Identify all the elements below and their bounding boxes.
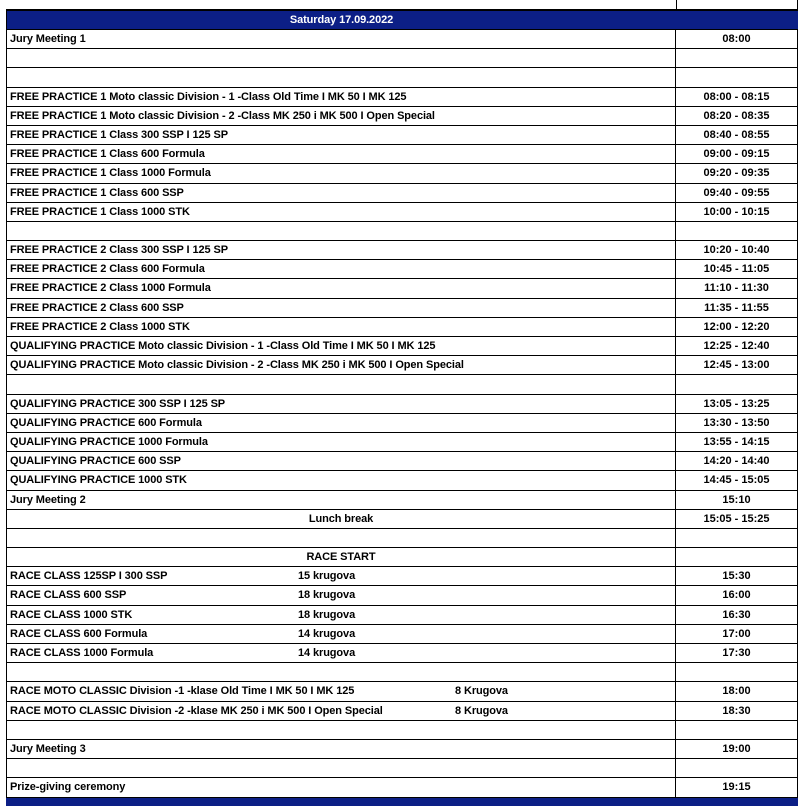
event-label: RACE CLASS 600 Formula	[10, 627, 148, 640]
event-label: RACE CLASS 1000 STK	[10, 608, 133, 621]
event-label: Jury Meeting 1	[10, 33, 86, 45]
event-cell	[6, 721, 676, 739]
section-label: RACE START	[306, 551, 376, 564]
time-cell: 10:00 - 10:15	[676, 203, 798, 221]
event-label: FREE PRACTICE 2 Class 600 SSP	[10, 301, 184, 314]
time-cell	[676, 721, 798, 739]
table-row	[6, 395, 798, 414]
event-label: FREE PRACTICE 2 Class 1000 Formula	[10, 282, 211, 295]
event-label: Jury Meeting 2	[10, 493, 86, 506]
table-row	[6, 49, 798, 68]
event-cell	[6, 740, 676, 758]
event-label: RACE MOTO CLASSIC Division -2 -klase MK 250 i MK 500 I Open Special	[10, 704, 383, 717]
event-cell	[6, 68, 676, 86]
laps-label: 14 krugova	[298, 627, 356, 640]
table-row	[6, 644, 798, 663]
event-cell	[6, 510, 676, 528]
table-row	[6, 126, 798, 145]
event-label: FREE PRACTICE 2 Class 1000 STK	[10, 320, 190, 333]
time-cell	[676, 375, 798, 393]
event-label: FREE PRACTICE 1 Moto classic Division - 2 -Class MK 250 i MK 500 I Open Special	[10, 109, 435, 122]
event-cell	[6, 759, 676, 777]
event-label: RACE CLASS 600 SSP	[10, 589, 127, 602]
event-cell	[6, 529, 676, 547]
event-cell	[6, 260, 676, 278]
table-row	[6, 625, 798, 644]
event-cell	[6, 241, 676, 259]
event-label: QUALIFYING PRACTICE Moto classic Division - 1 -Class Old Time I MK 50 I MK 125	[10, 340, 436, 352]
table-row	[6, 145, 798, 164]
event-label: QUALIFYING PRACTICE 600 Formula	[10, 416, 202, 429]
time-cell: 16:30	[676, 606, 798, 624]
event-label: RACE CLASS 125SP I 300 SSP	[10, 570, 168, 583]
schedule-table	[6, 0, 798, 806]
time-cell	[676, 548, 798, 566]
table-row	[6, 107, 798, 126]
time-cell: 13:05 - 13:25	[676, 395, 798, 413]
table-row	[6, 682, 798, 701]
event-cell	[6, 452, 676, 470]
event-cell	[6, 107, 676, 125]
table-row	[6, 740, 798, 759]
time-cell: 08:40 - 08:55	[676, 126, 798, 144]
event-cell	[6, 356, 676, 374]
table-row	[6, 68, 798, 87]
event-cell	[6, 606, 676, 624]
time-cell: 13:30 - 13:50	[676, 414, 798, 432]
event-label: RACE CLASS 1000 Formula	[10, 647, 154, 659]
time-cell: 14:45 - 15:05	[676, 471, 798, 489]
event-label: FREE PRACTICE 1 Class 1000 STK	[10, 205, 190, 218]
event-cell	[6, 625, 676, 643]
table-row	[6, 414, 798, 433]
table-row	[6, 759, 798, 778]
table-row	[6, 184, 798, 203]
table-row	[6, 337, 798, 356]
event-cell	[6, 567, 676, 585]
time-cell: 14:20 - 14:40	[676, 452, 798, 470]
table-row	[6, 203, 798, 222]
time-cell: 09:40 - 09:55	[676, 184, 798, 202]
table-row	[6, 299, 798, 318]
time-cell	[676, 663, 798, 681]
table-bottom-bar	[6, 798, 798, 806]
event-cell	[6, 222, 676, 240]
event-cell	[6, 164, 676, 182]
time-cell: 11:35 - 11:55	[676, 299, 798, 317]
event-cell	[6, 299, 676, 317]
event-cell	[6, 88, 676, 106]
event-label: FREE PRACTICE 1 Class 600 Formula	[10, 148, 205, 161]
time-cell: 13:55 - 14:15	[676, 433, 798, 451]
time-cell: 15:10	[676, 491, 798, 509]
event-cell	[6, 586, 676, 604]
time-cell: 18:00	[676, 682, 798, 700]
event-cell	[6, 375, 676, 393]
time-cell: 09:20 - 09:35	[676, 164, 798, 182]
table-row	[6, 30, 798, 49]
time-cell: 19:15	[676, 778, 798, 796]
table-row	[6, 702, 798, 721]
event-cell	[6, 203, 676, 221]
event-label: FREE PRACTICE 2 Class 600 Formula	[10, 263, 205, 276]
event-label: QUALIFYING PRACTICE 600 SSP	[10, 455, 181, 468]
event-label: RACE MOTO CLASSIC Division -1 -klase Old Time I MK 50 I MK 125	[10, 685, 355, 698]
time-cell: 10:45 - 11:05	[676, 260, 798, 278]
table-row	[6, 375, 798, 394]
time-cell	[676, 49, 798, 67]
event-label: FREE PRACTICE 1 Class 1000 Formula	[10, 167, 211, 180]
table-top-edge	[6, 0, 798, 10]
event-cell	[6, 337, 676, 355]
event-cell	[6, 414, 676, 432]
time-cell: 15:05 - 15:25	[676, 510, 798, 528]
table-row	[6, 318, 798, 337]
time-cell: 12:25 - 12:40	[676, 337, 798, 355]
event-cell	[6, 126, 676, 144]
day-header-cell	[6, 11, 676, 29]
event-cell	[6, 491, 676, 509]
table-row	[6, 548, 798, 567]
table-row	[6, 260, 798, 279]
time-cell: 17:30	[676, 644, 798, 662]
time-cell: 19:00	[676, 740, 798, 758]
table-row	[6, 778, 798, 797]
time-cell: 08:20 - 08:35	[676, 107, 798, 125]
event-label: FREE PRACTICE 1 Class 300 SSP I 125 SP	[10, 128, 228, 141]
time-cell: 10:20 - 10:40	[676, 241, 798, 259]
time-cell: 12:00 - 12:20	[676, 318, 798, 336]
event-cell	[6, 548, 676, 566]
time-cell: 09:00 - 09:15	[676, 145, 798, 163]
event-label: Prize-giving ceremony	[10, 781, 126, 794]
table-row	[6, 164, 798, 183]
event-label: Jury Meeting 3	[10, 742, 86, 755]
event-cell	[6, 30, 676, 48]
table-row	[6, 510, 798, 529]
time-cell: 08:00 - 08:15	[676, 88, 798, 106]
table-row	[6, 241, 798, 260]
table-row	[6, 606, 798, 625]
day-header-row	[6, 10, 798, 30]
event-cell	[6, 395, 676, 413]
table-row	[6, 721, 798, 740]
event-cell	[6, 644, 676, 662]
table-row	[6, 222, 798, 241]
laps-label: 14 krugova	[298, 647, 356, 659]
laps-label: 8 Krugova	[455, 704, 508, 717]
table-row	[6, 279, 798, 298]
day-header-label: Saturday 17.09.2022	[289, 14, 394, 26]
table-row	[6, 663, 798, 682]
event-label: FREE PRACTICE 1 Class 600 SSP	[10, 186, 184, 199]
time-cell	[676, 68, 798, 86]
event-label: QUALIFYING PRACTICE 300 SSP I 125 SP	[10, 397, 226, 410]
time-cell: 11:10 - 11:30	[676, 279, 798, 297]
event-cell	[6, 682, 676, 700]
event-cell	[6, 318, 676, 336]
table-row	[6, 567, 798, 586]
event-label: FREE PRACTICE 2 Class 300 SSP I 125 SP	[10, 244, 228, 257]
time-cell	[676, 759, 798, 777]
event-cell	[6, 663, 676, 681]
event-label: QUALIFYING PRACTICE 1000 Formula	[10, 435, 208, 448]
table-row	[6, 452, 798, 471]
table-row	[6, 491, 798, 510]
time-cell: 15:30	[676, 567, 798, 585]
event-label: QUALIFYING PRACTICE 1000 STK	[10, 474, 187, 487]
laps-label: 18 krugova	[298, 589, 356, 602]
time-cell: 12:45 - 13:00	[676, 356, 798, 374]
event-cell	[6, 471, 676, 489]
laps-label: 8 Krugova	[455, 685, 508, 698]
event-cell	[6, 145, 676, 163]
table-row	[6, 586, 798, 605]
table-row	[6, 88, 798, 107]
event-label: FREE PRACTICE 1 Moto classic Division - 1 -Class Old Time I MK 50 I MK 125	[10, 90, 407, 103]
event-cell	[6, 778, 676, 796]
schedule-rows	[6, 30, 798, 798]
event-cell	[6, 433, 676, 451]
event-cell	[6, 702, 676, 720]
event-cell	[6, 49, 676, 67]
time-cell	[676, 529, 798, 547]
table-row	[6, 356, 798, 375]
section-label: Lunch break	[308, 512, 374, 525]
table-row	[6, 433, 798, 452]
event-label: QUALIFYING PRACTICE Moto classic Division - 2 -Class MK 250 i MK 500 I Open Special	[10, 359, 464, 372]
time-cell: 18:30	[676, 702, 798, 720]
table-row	[6, 471, 798, 490]
laps-label: 18 krugova	[298, 608, 356, 621]
time-cell: 08:00	[676, 30, 798, 48]
event-cell	[6, 184, 676, 202]
laps-label: 15 krugova	[298, 570, 356, 583]
time-cell	[676, 222, 798, 240]
event-cell	[6, 279, 676, 297]
time-cell: 17:00	[676, 625, 798, 643]
table-row	[6, 529, 798, 548]
time-cell: 16:00	[676, 586, 798, 604]
